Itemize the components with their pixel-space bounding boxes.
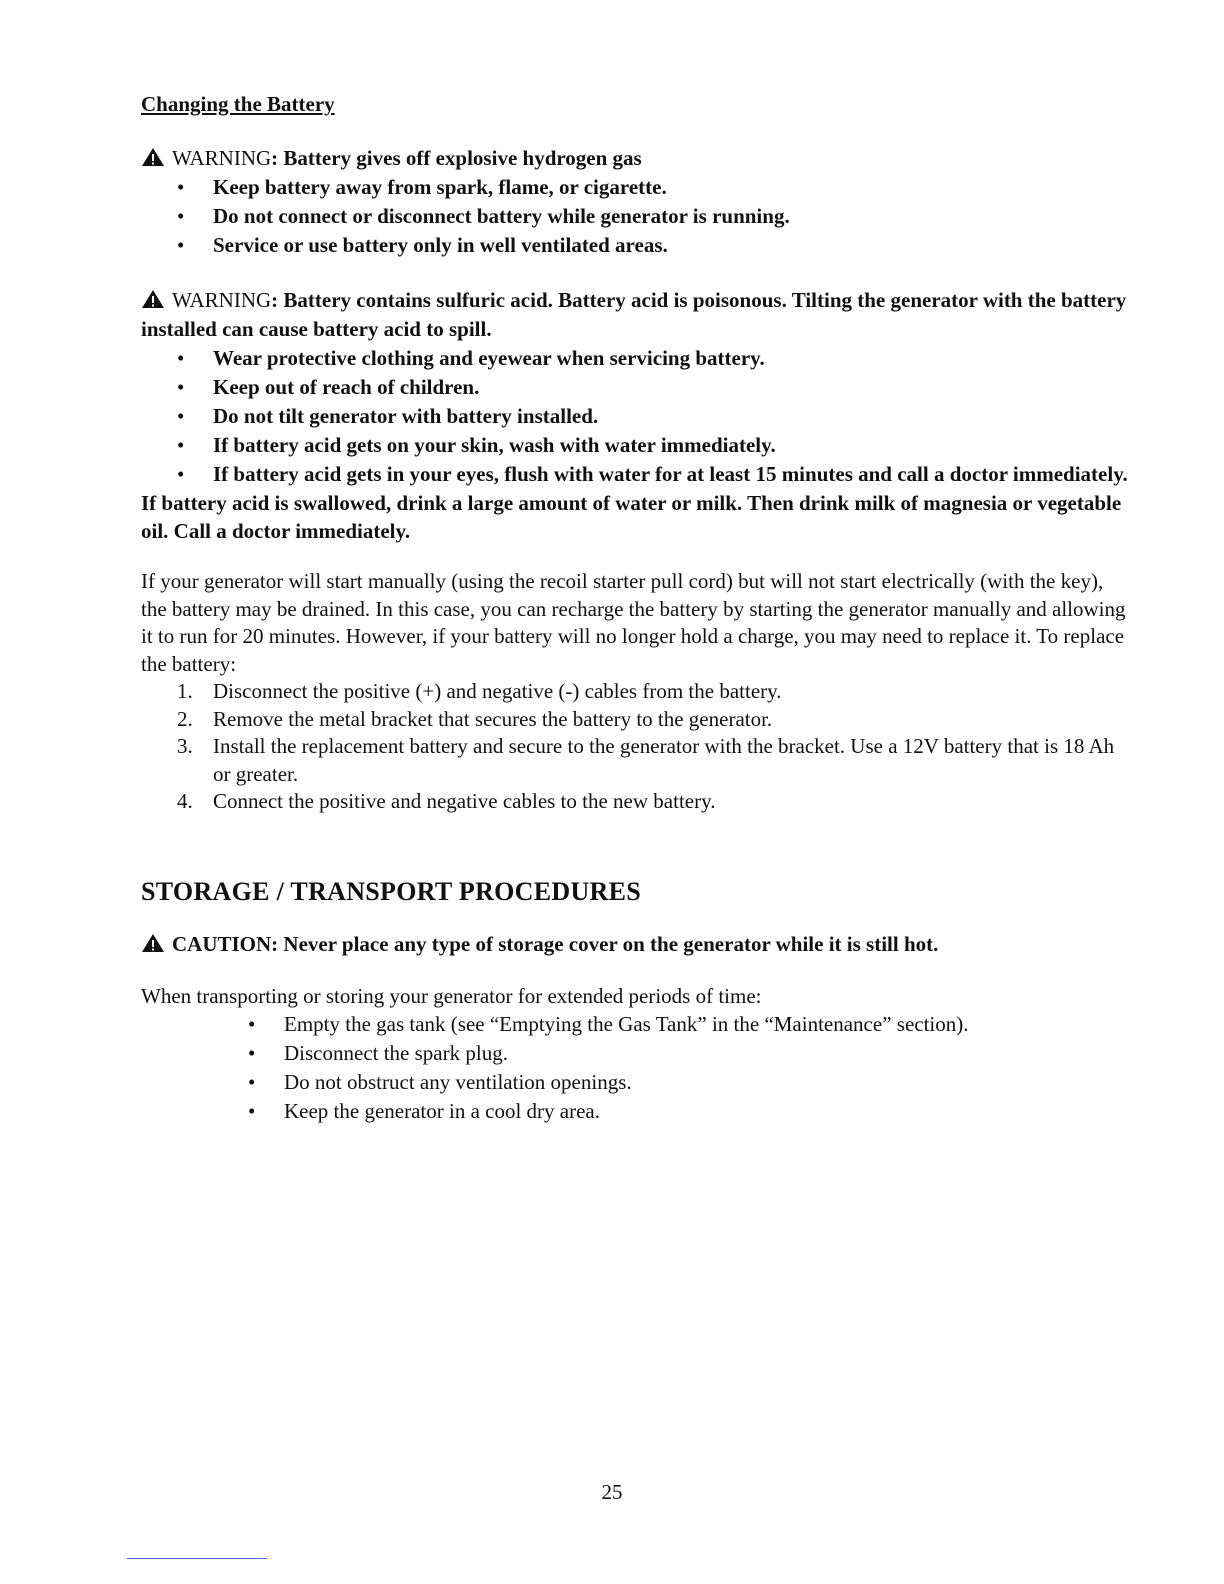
caution-text: Never place any type of storage cover on the generator while it is still hot. (278, 931, 939, 956)
list-item: • Keep battery away from spark, flame, or cigarette. (213, 173, 1131, 202)
warning-label: WARNING (172, 288, 272, 312)
step-item (177, 788, 1131, 816)
list-item: • Wear protective clothing and eyewear when servicing battery. (213, 344, 1131, 373)
warning-acid-list (141, 344, 1131, 489)
step-number: 1. (177, 679, 193, 703)
swallow-note: If battery acid is swallowed, drink a large amount of water or milk. Then drink milk of magnesia or vegetable oil. Call a doctor immediately. (141, 491, 1122, 543)
step-number: 4. (177, 789, 193, 813)
list-item: • Do not tilt generator with battery installed. (213, 402, 1131, 431)
list-item: • Service or use battery only in well ventilated areas. (213, 231, 1131, 260)
list-item: • If battery acid gets on your skin, wash with water immediately. (213, 431, 1131, 460)
warning-triangle-icon (141, 289, 165, 309)
warning-triangle-icon (141, 933, 165, 953)
step-number: 3. (177, 734, 193, 758)
storage-list (141, 1010, 1131, 1126)
step-text: Connect the positive and negative cables to the new battery. (213, 789, 716, 813)
step-item (177, 733, 1131, 788)
warning-acid-block (141, 286, 1131, 489)
warning-hydrogen-title (141, 144, 1131, 173)
warning-label: WARNING (172, 146, 272, 170)
warning-acid-text: : Battery contains sulfuric acid. Battery acid is poisonous. Tilting the generator with the battery installed can cause battery acid to spill. (141, 288, 1127, 341)
battery-intro-paragraph: If your generator will start manually (using the recoil starter pull cord) but will not start electrically (with the key), the battery may be drained. In this case, you can recharge the battery by starting the generator manually and allowing it to run for 20 minutes. However, if your battery will no longer hold a charge, you may need to replace it. To replace the battery: (141, 569, 1126, 676)
warning-triangle-icon (141, 147, 165, 167)
list-item: • Do not obstruct any ventilation openings. (284, 1068, 1131, 1097)
manual-page (141, 90, 1131, 1126)
step-item (177, 706, 1131, 734)
list-item: • If battery acid gets in your eyes, flush with water for at least 15 minutes and call a doctor immediately. (213, 460, 1131, 489)
list-item: • Keep the generator in a cool dry area. (284, 1097, 1131, 1126)
storage-caution (141, 930, 1131, 959)
step-text: Disconnect the positive (+) and negative (-) cables from the battery. (213, 679, 782, 703)
list-item: • Disconnect the spark plug. (284, 1039, 1131, 1068)
warning-acid-title (141, 286, 1131, 344)
warning-hydrogen-list (141, 173, 1131, 260)
page-number: 25 (601, 1480, 623, 1504)
storage-intro: When transporting or storing your generator for extended periods of time: (141, 983, 762, 1008)
footer-rule (127, 1558, 267, 1559)
list-item: • Do not connect or disconnect battery while generator is running. (213, 202, 1131, 231)
step-text: Remove the metal bracket that secures the battery to the generator. (213, 706, 773, 731)
changing-battery-heading: Changing the Battery (141, 92, 335, 116)
list-item: • Keep out of reach of children. (213, 373, 1131, 402)
list-item: • Empty the gas tank (see “Emptying the Gas Tank” in the “Maintenance” section). (284, 1010, 1131, 1039)
storage-section-heading: STORAGE / TRANSPORT PROCEDURES (141, 876, 642, 906)
caution-label: CAUTION: (172, 931, 279, 956)
warning-hydrogen-block (141, 144, 1131, 260)
step-item (177, 678, 1131, 706)
step-text: Install the replacement battery and secure to the generator with the bracket. Use a 12V battery that is 18 Ah or greater. (213, 734, 1115, 786)
warning-hydrogen-text: : Battery gives off explosive hydrogen gas (271, 146, 642, 170)
step-number: 2. (177, 706, 193, 731)
replace-battery-steps (141, 678, 1131, 816)
